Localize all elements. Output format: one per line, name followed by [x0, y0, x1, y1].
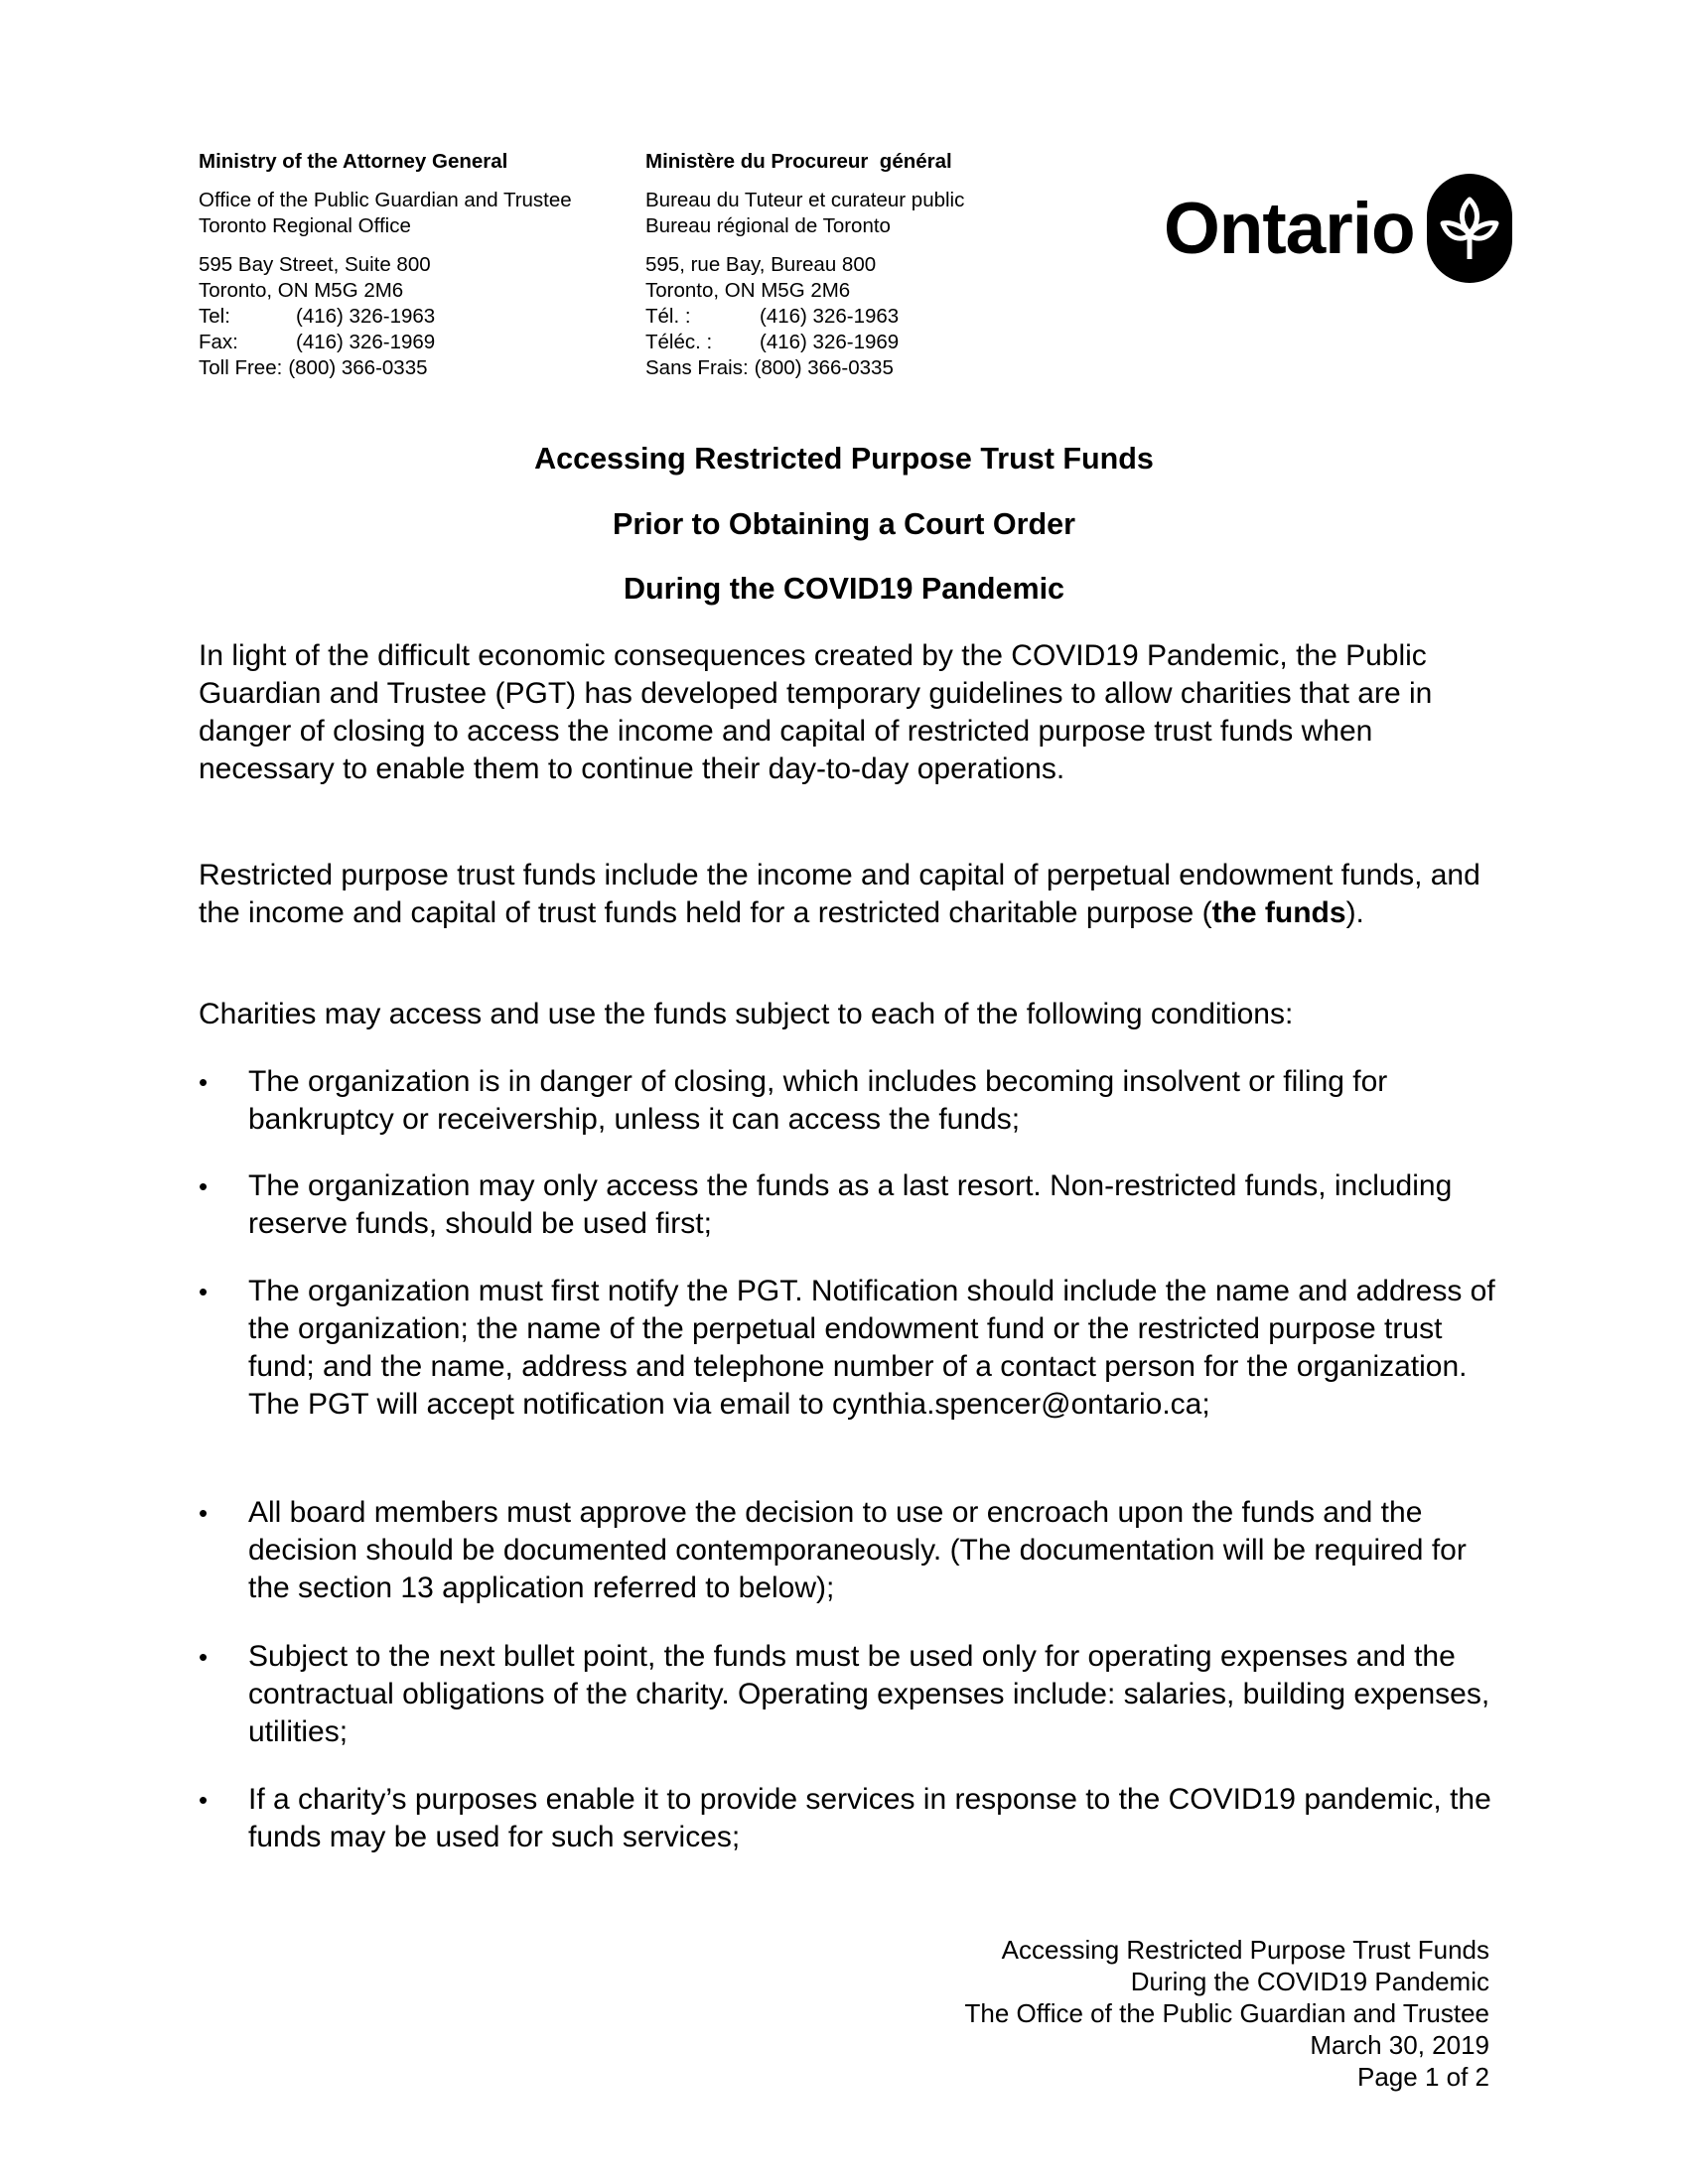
definition-text: Restricted purpose trust funds include the income and capital of perpetual endowment funds, and the income and capital of trust funds held for a restricted charitable purpose (: [199, 859, 1480, 929]
footer-line: The Office of the Public Guardian and Trustee: [964, 1998, 1489, 2028]
bullet-icon: •: [199, 1498, 209, 1528]
page-footer: [965, 1934, 1490, 2093]
phone-label: Téléc. :: [645, 331, 713, 353]
phone-row: [199, 355, 626, 381]
document-title: Accessing Restricted Purpose Trust Funds: [534, 442, 1154, 476]
bullet-icon: •: [199, 1642, 209, 1672]
trillium-icon: [1427, 174, 1512, 283]
phone-value: (416) 326-1963: [296, 305, 436, 328]
ontario-wordmark: Ontario: [1164, 188, 1415, 269]
phone-row: [199, 330, 626, 355]
document-subtitle: During the COVID19 Pandemic: [623, 572, 1065, 606]
ontario-logo: [1164, 174, 1512, 283]
ministry-name-en: Ministry of the Attorney General: [199, 150, 508, 173]
phone-label: Tel:: [199, 305, 230, 328]
address-block-en: [199, 252, 626, 381]
bullet-icon: •: [199, 1171, 209, 1201]
address-line: Toronto, ON M5G 2M6: [199, 279, 404, 302]
phone-row: [199, 304, 626, 330]
ministry-name-fr: Ministère du Procureur général: [645, 150, 952, 173]
definition-paragraph: [199, 857, 1499, 932]
footer-line: During the COVID19 Pandemic: [1130, 1967, 1489, 1996]
bullet-icon: •: [199, 1785, 209, 1815]
office-line: Office of the Public Guardian and Trustee: [199, 189, 572, 211]
phone-value: (416) 326-1969: [760, 331, 900, 353]
letterhead-french: [645, 149, 1043, 381]
condition-text: All board members must approve the decision to use or encroach upon the funds and the decision should be documented contemporaneously. (The documentation will be required for the section 13 application referred to below);: [248, 1496, 1467, 1604]
condition-text: The organization must first notify the PGT. Notification should include the name and address of the organization; the name of the perpetual endowment fund or the restricted purpose trust fund; and the name, address and telephone number of a contact person for the organization. The PGT will accept notification via email to cynthia.spencer@ontario.ca;: [248, 1275, 1495, 1421]
phone-label: Sans Frais:: [645, 356, 749, 379]
address-line: 595, rue Bay, Bureau 800: [645, 253, 877, 276]
phone-row: [645, 330, 1043, 355]
definition-end: ).: [1345, 896, 1364, 929]
phone-value: (416) 326-1963: [760, 305, 900, 328]
office-line: Toronto Regional Office: [199, 214, 411, 237]
address-block-fr: [645, 252, 1043, 381]
footer-line: Accessing Restricted Purpose Trust Funds: [1001, 1935, 1489, 1965]
bullet-icon: •: [199, 1277, 209, 1306]
address-line: 595 Bay Street, Suite 800: [199, 253, 431, 276]
condition-text: The organization may only access the funds as a last resort. Non-restricted funds, including reserve funds, should be used first;: [248, 1169, 1453, 1240]
footer-date: March 30, 2019: [1310, 2030, 1489, 2060]
phone-row: [645, 304, 1043, 330]
intro-paragraph: In light of the difficult economic consequences created by the COVID19 Pandemic, the Public Guardian and Trustee (PGT) has developed temporary guidelines to allow charities that are in danger of closing to access the income and capital of restricted purpose trust funds when necessary to enable them to continue their day-to-day operations.: [199, 639, 1433, 785]
phone-label: Fax:: [199, 331, 238, 353]
defined-term: the funds: [1211, 896, 1346, 929]
office-line: Bureau du Tuteur et curateur public: [645, 189, 965, 211]
phone-label: Toll Free:: [199, 356, 283, 379]
condition-text: The organization is in danger of closing, which includes becoming insolvent or filing for bankruptcy or receivership, unless it can access the funds;: [248, 1065, 1388, 1136]
phone-label: Tél. :: [645, 305, 691, 328]
conditions-intro: Charities may access and use the funds subject to each of the following conditions:: [199, 998, 1294, 1030]
phone-value: (416) 326-1969: [296, 331, 436, 353]
page-number: Page 1 of 2: [1357, 2062, 1489, 2092]
office-block-fr: [645, 188, 1043, 239]
condition-text: If a charity’s purposes enable it to provide services in response to the COVID19 pandemic, the funds may be used for such services;: [248, 1783, 1491, 1853]
phone-value: (800) 366-0335: [754, 356, 894, 379]
phone-row: [645, 355, 1043, 381]
condition-text: Subject to the next bullet point, the funds must be used only for operating expenses and the contractual obligations of the charity. Operating expenses include: salaries, building expenses, utilities;: [248, 1640, 1490, 1748]
address-line: Toronto, ON M5G 2M6: [645, 279, 851, 302]
phone-value: (800) 366-0335: [288, 356, 428, 379]
office-block-en: [199, 188, 626, 239]
letterhead-english: [199, 149, 626, 381]
document-subtitle: Prior to Obtaining a Court Order: [613, 507, 1075, 541]
bullet-icon: •: [199, 1067, 209, 1097]
office-line: Bureau régional de Toronto: [645, 214, 891, 237]
